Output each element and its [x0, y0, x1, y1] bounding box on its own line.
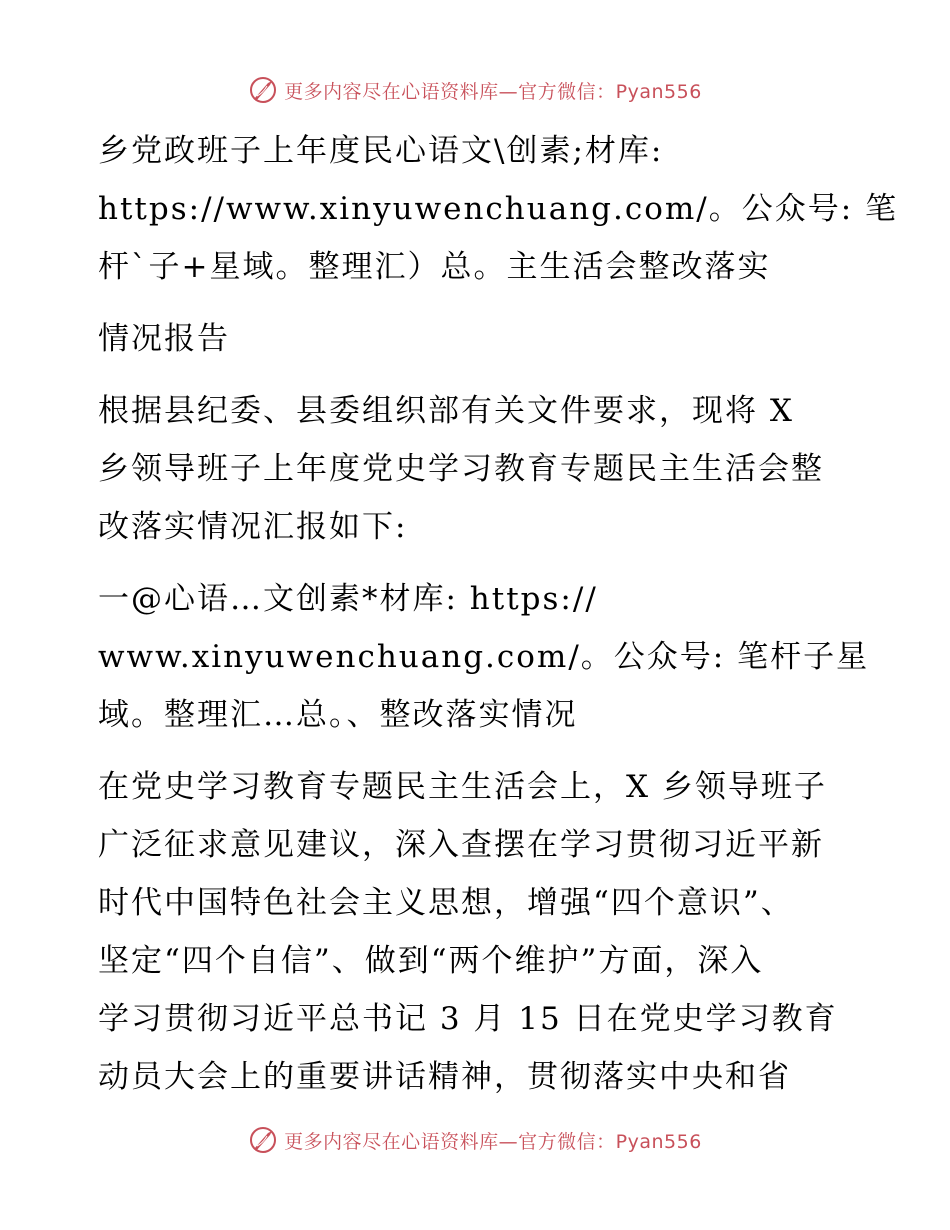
watermark-text: 更多内容尽在心语资料库—官方微信：Pyan556	[284, 80, 702, 103]
text-line: 改落实情况汇报如下:	[98, 509, 408, 545]
paragraph	[98, 570, 870, 744]
paragraph	[98, 310, 858, 368]
quill-pen-icon	[248, 75, 278, 105]
text-line: 时代中国特色社会主义思想，增强“四个意识”、	[98, 885, 794, 921]
text-line: 乡领导班子上年度党史学习教育专题民主生活会整	[98, 451, 824, 487]
footer-watermark	[0, 1120, 950, 1160]
quill-pen-icon	[248, 1125, 278, 1155]
text-line: 根据县纪委、县委组织部有关文件要求，现将 X	[98, 393, 794, 429]
text-line: 域。整理汇…总。、整改落实情况	[98, 697, 578, 733]
text-line: 坚定“四个自信”、做到“两个维护”方面，深入	[98, 943, 764, 979]
text-line: 学习贯彻习近平总书记 3 月 15 日在党史学习教育	[98, 1001, 838, 1037]
text-line: 情况报告	[98, 321, 230, 357]
text-line: 杆`子+星域。整理汇）总。主生活会整改落实	[98, 249, 771, 285]
text-line: 在党史学习教育专题民主生活会上，X 乡领导班子	[98, 769, 827, 805]
text-line: 动员大会上的重要讲话精神，贯彻落实中央和省	[98, 1059, 791, 1095]
header-watermark	[0, 70, 950, 110]
text-line: www.xinyuwenchuang.com/。公众号: 笔杆子星	[98, 639, 870, 675]
paragraph	[98, 758, 858, 1106]
text-line: https://www.xinyuwenchuang.com/。公众号: 笔	[98, 191, 899, 227]
text-line: 一@心语…文创素*材库: https://	[98, 581, 598, 617]
paragraph	[98, 382, 858, 556]
text-line: 乡党政班子上年度民心语文\创素;材库:	[98, 133, 664, 169]
document-body	[98, 122, 899, 1106]
watermark-text: 更多内容尽在心语资料库—官方微信：Pyan556	[284, 1130, 702, 1153]
text-line: 广泛征求意见建议，深入查摆在学习贯彻习近平新	[98, 827, 824, 863]
paragraph	[98, 122, 899, 296]
